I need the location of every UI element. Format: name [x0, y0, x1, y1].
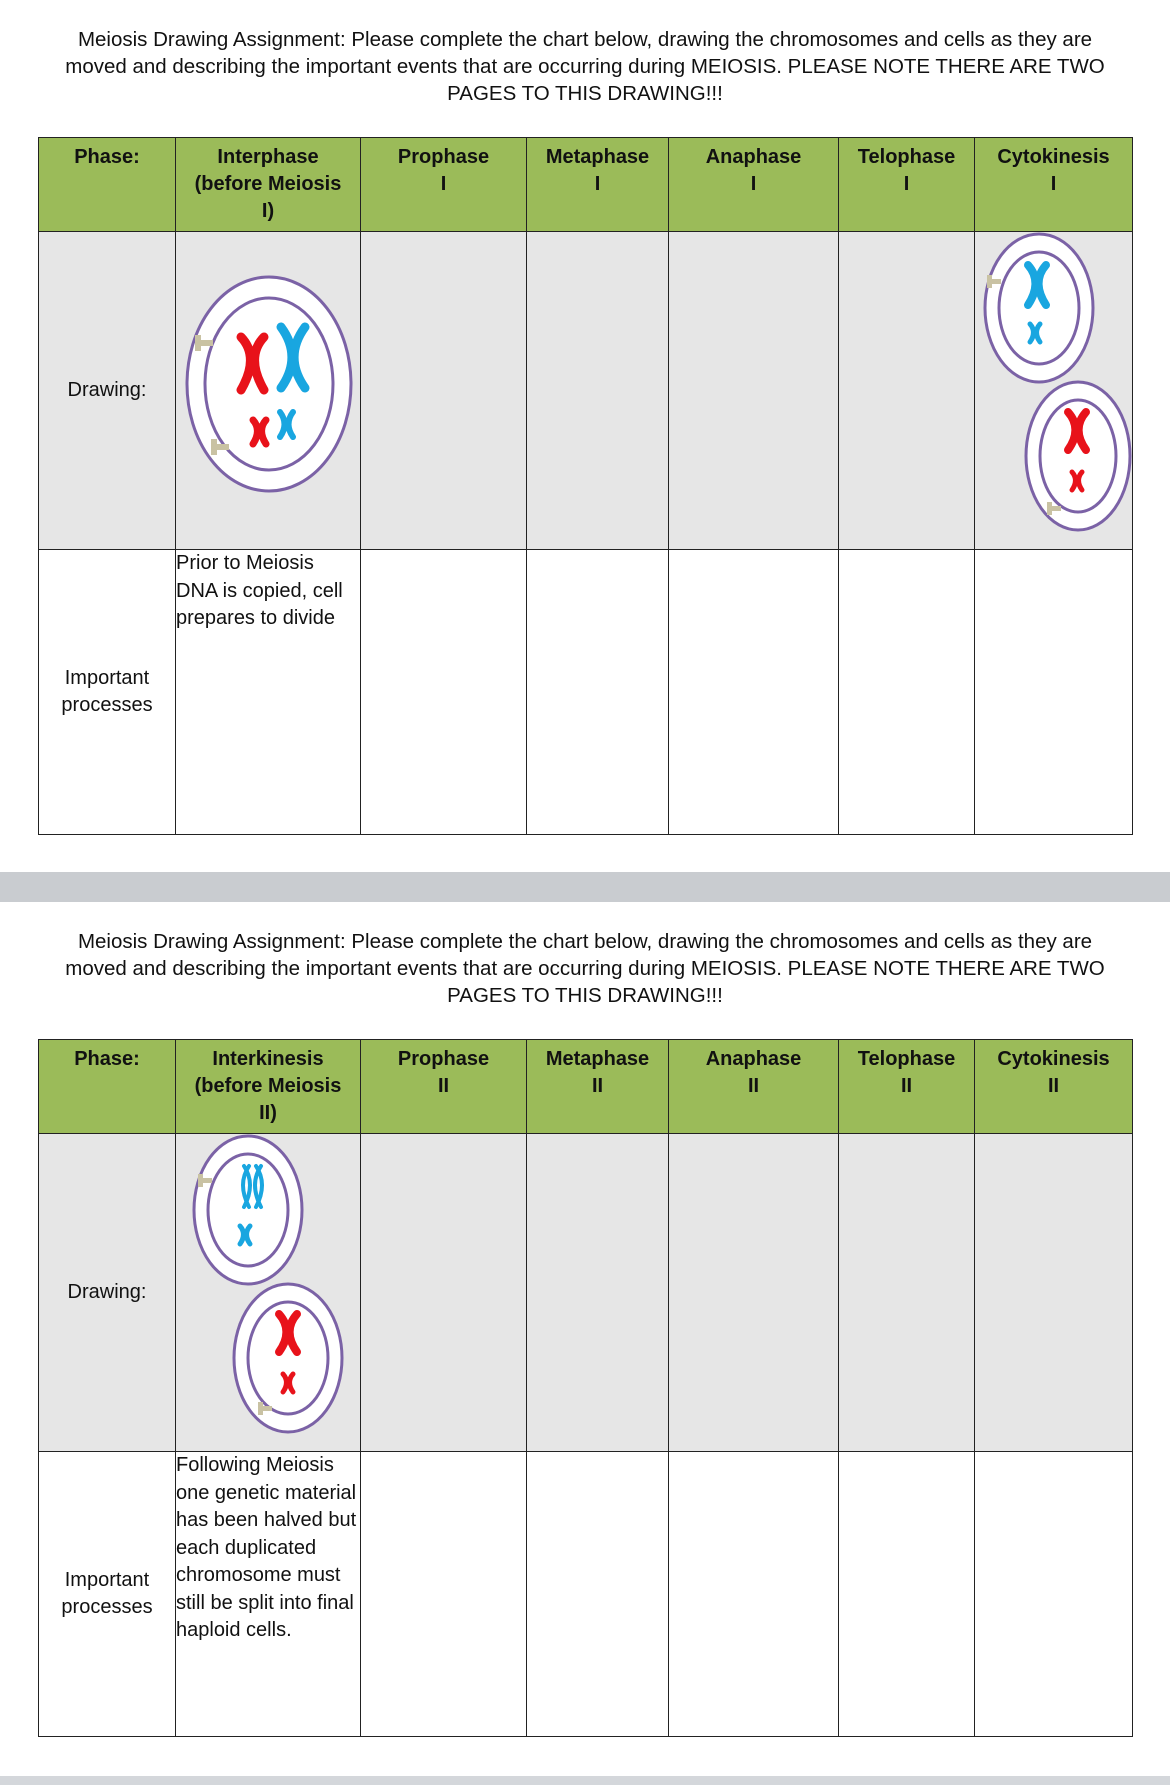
- drawing-cell-cytokinesis-1[interactable]: [975, 232, 1133, 550]
- process-cell-metaphase-2[interactable]: [527, 1452, 669, 1737]
- drawing-row: [39, 1134, 1133, 1452]
- header-anaphase-1: Anaphase I: [669, 138, 839, 232]
- cell-diagram-icon: [975, 232, 1133, 550]
- drawing-label: Drawing:: [39, 1134, 176, 1452]
- process-cell-cytokinesis-2[interactable]: [975, 1452, 1133, 1737]
- header-prophase-1: Prophase I: [361, 138, 527, 232]
- process-cell-prophase-1[interactable]: [361, 550, 527, 835]
- header-row: [39, 138, 1133, 232]
- drawing-cell-metaphase-1[interactable]: [527, 232, 669, 550]
- process-cell-prophase-2[interactable]: [361, 1452, 527, 1737]
- drawing-cell-prophase-2[interactable]: [361, 1134, 527, 1452]
- drawing-cell-telophase-1[interactable]: [839, 232, 975, 550]
- header-phase: Phase:: [39, 138, 176, 232]
- header-row: [39, 1040, 1133, 1134]
- header-prophase-2: Prophase II: [361, 1040, 527, 1134]
- instructions-text: Meiosis Drawing Assignment: Please complete the chart below, drawing the chromosomes and cells as they are moved and describing the important events that are occurring during MEIOSIS. PLEASE NOTE THERE ARE TWO PAGES TO THIS DRAWING!!!: [65, 28, 1105, 105]
- header-phase: Phase:: [39, 1040, 176, 1134]
- process-cell-anaphase-1[interactable]: [669, 550, 839, 835]
- meiosis-chart-2: [38, 1039, 1133, 1737]
- process-text-interphase[interactable]: Prior to Meiosis DNA is copied, cell prepares to divide: [176, 550, 361, 835]
- header-anaphase-2: Anaphase II: [669, 1040, 839, 1134]
- process-text-interkinesis[interactable]: Following Meiosis one genetic material has been halved but each duplicated chromosome must still be split into final haploid cells.: [176, 1452, 361, 1737]
- header-telophase-1: Telophase I: [839, 138, 975, 232]
- page-bottom-edge: [0, 1776, 1170, 1785]
- page-separator: [0, 872, 1170, 902]
- processes-label: Important processes: [39, 550, 176, 835]
- drawing-cell-interphase[interactable]: [176, 232, 361, 550]
- cell-diagram-icon: [176, 232, 361, 550]
- drawing-cell-anaphase-2[interactable]: [669, 1134, 839, 1452]
- drawing-cell-prophase-1[interactable]: [361, 232, 527, 550]
- header-metaphase-1: Metaphase I: [527, 138, 669, 232]
- process-cell-telophase-1[interactable]: [839, 550, 975, 835]
- header-telophase-2: Telophase II: [839, 1040, 975, 1134]
- drawing-cell-interkinesis[interactable]: [176, 1134, 361, 1452]
- drawing-cell-telophase-2[interactable]: [839, 1134, 975, 1452]
- processes-row: [39, 1452, 1133, 1737]
- header-metaphase-2: Metaphase II: [527, 1040, 669, 1134]
- header-cytokinesis-1: Cytokinesis I: [975, 138, 1133, 232]
- header-interphase: Interphase (before Meiosis I): [176, 138, 361, 232]
- process-cell-metaphase-1[interactable]: [527, 550, 669, 835]
- meiosis-chart-1: [38, 137, 1133, 835]
- worksheet-page-2: [0, 902, 1170, 1774]
- header-cytokinesis-2: Cytokinesis II: [975, 1040, 1133, 1134]
- drawing-cell-cytokinesis-2[interactable]: [975, 1134, 1133, 1452]
- worksheet-page-1: [0, 0, 1170, 872]
- processes-row: [39, 550, 1133, 835]
- drawing-cell-anaphase-1[interactable]: [669, 232, 839, 550]
- drawing-label: Drawing:: [39, 232, 176, 550]
- instructions-text: Meiosis Drawing Assignment: Please complete the chart below, drawing the chromosomes and cells as they are moved and describing the important events that are occurring during MEIOSIS. PLEASE NOTE THERE ARE TWO PAGES TO THIS DRAWING!!!: [65, 930, 1105, 1007]
- cell-diagram-icon: [176, 1134, 361, 1452]
- drawing-row: [39, 232, 1133, 550]
- process-cell-telophase-2[interactable]: [839, 1452, 975, 1737]
- drawing-cell-metaphase-2[interactable]: [527, 1134, 669, 1452]
- process-cell-cytokinesis-1[interactable]: [975, 550, 1133, 835]
- processes-label: Important processes: [39, 1452, 176, 1737]
- process-cell-anaphase-2[interactable]: [669, 1452, 839, 1737]
- header-interkinesis: Interkinesis (before Meiosis II): [176, 1040, 361, 1134]
